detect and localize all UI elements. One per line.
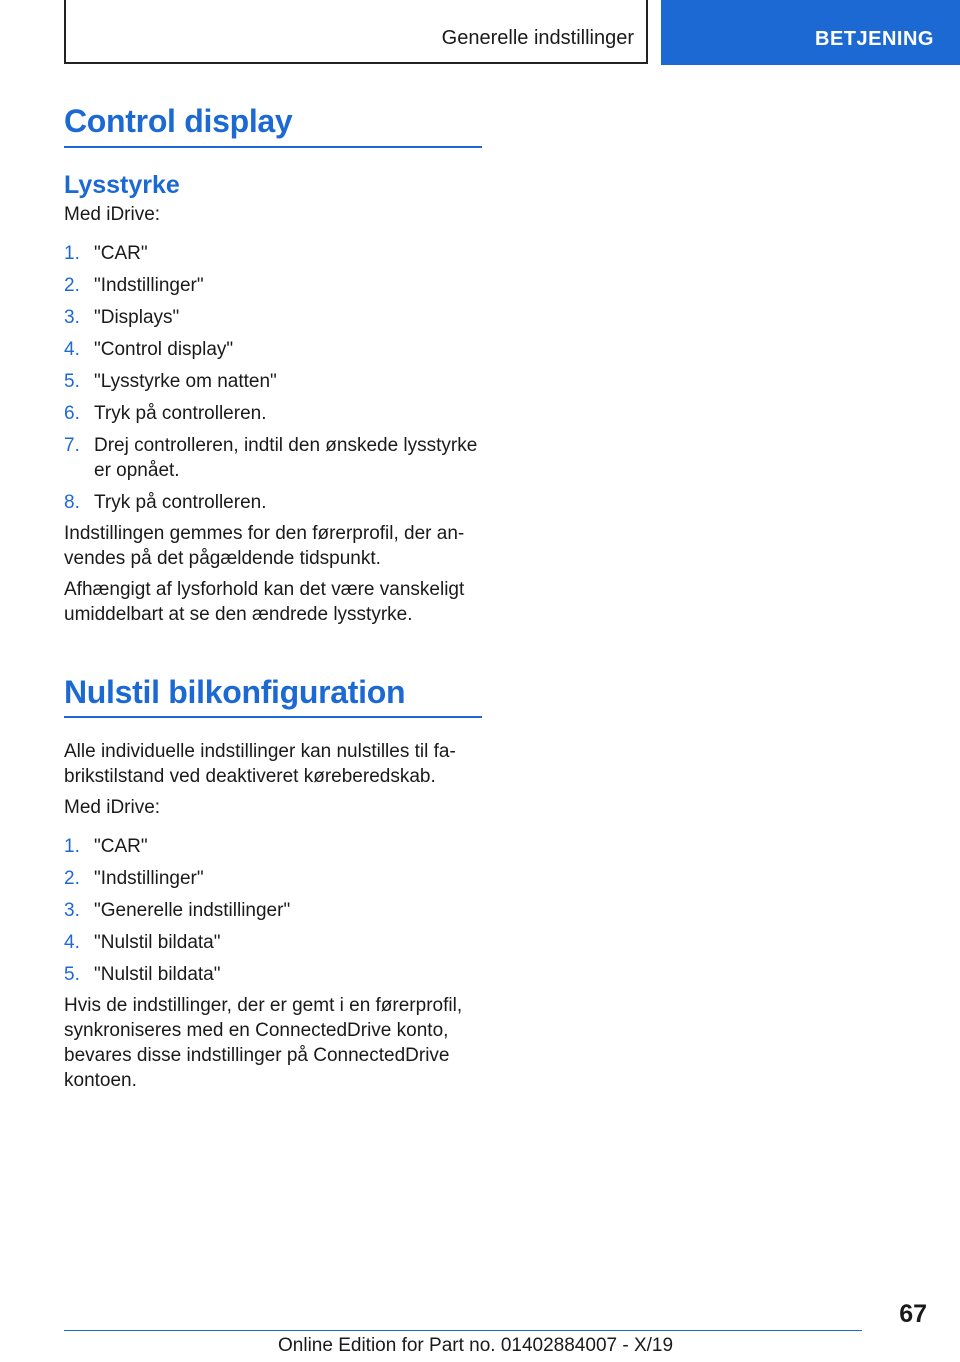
list-item-text: "Displays" [94, 307, 180, 328]
list-item [64, 866, 482, 891]
list-item [64, 401, 482, 426]
list-item-number: 3. [64, 307, 80, 328]
list-item-text: "Nulstil bildata" [94, 964, 221, 985]
list-item-text: Tryk på controlleren. [94, 492, 267, 513]
list-item [64, 930, 482, 955]
list-item-text: "Nulstil bildata" [94, 932, 221, 953]
list-item-text: "Indstillinger" [94, 275, 204, 296]
reset-title: Nulstil bilkonfiguration [64, 674, 406, 710]
list-item-text: "CAR" [94, 243, 148, 264]
list-item-number: 5. [64, 371, 80, 392]
list-item [64, 433, 482, 483]
list-item-number: 7. [64, 435, 80, 456]
list-item-number: 1. [64, 836, 80, 857]
list-item-number: 4. [64, 339, 80, 360]
list-item-number: 6. [64, 403, 80, 424]
list-item [64, 962, 482, 987]
list-item-number: 5. [64, 964, 80, 985]
list-item [64, 898, 482, 923]
list-item [64, 490, 482, 515]
header-section-title: Generelle indstillinger [441, 27, 634, 49]
lysstyrke-heading: Lysstyrke [64, 171, 180, 199]
list-item [64, 834, 482, 859]
reset-note: Hvis de indstillinger, der er gemt i en førerprofil, synkroniseres med en ConnectedDrive konto, bevares disse indstillinger på ConnectedDrive kontoen. [64, 995, 463, 1091]
reset-section [64, 674, 482, 1093]
list-item-text: "Lysstyrke om natten" [94, 371, 277, 392]
list-item-number: 8. [64, 492, 80, 513]
list-item-number: 4. [64, 932, 80, 953]
list-item-number: 2. [64, 868, 80, 889]
list-item-text: "Indstillinger" [94, 868, 204, 889]
list-item-text: Drej controlleren, indtil den ønskede lysstyrke er opnået. [94, 435, 478, 481]
title-rule [64, 146, 482, 148]
header-frame [64, 0, 648, 64]
list-item [64, 337, 482, 362]
list-item-number: 2. [64, 275, 80, 296]
lysstyrke-note-2: Afhængigt af lysforhold kan det være vanskeligt umiddelbart at se den ændrede lysstyrke. [64, 579, 465, 625]
list-item [64, 305, 482, 330]
list-item [64, 369, 482, 394]
list-item [64, 273, 482, 298]
footer-rule [64, 1330, 862, 1331]
header-chapter-label: BETJENING [815, 28, 934, 50]
list-item [64, 241, 482, 266]
reset-intro: Alle individuelle indstillinger kan nulstilles til fabrikstilstand ved deaktiveret køreberedskab. [64, 741, 456, 787]
list-item-number: 1. [64, 243, 80, 264]
reset-title-rule [64, 716, 482, 718]
footer-edition: Online Edition for Part no. 01402884007 - X/19 [278, 1335, 674, 1356]
reset-lead: Med iDrive: [64, 797, 161, 818]
reset-steps [64, 834, 482, 987]
list-item-number: 3. [64, 900, 80, 921]
lysstyrke-steps [64, 241, 482, 515]
list-item-text: Tryk på controlleren. [94, 403, 267, 424]
header-chapter-tab[interactable] [661, 0, 960, 65]
list-item-text: "CAR" [94, 836, 148, 857]
list-item-text: "Generelle indstillinger" [94, 900, 291, 921]
control-display-title: Control display [64, 103, 293, 139]
control-display-section [64, 103, 482, 627]
list-item-text: "Control display" [94, 339, 234, 360]
page-number: 67 [899, 1300, 927, 1328]
lysstyrke-note-1: Indstillingen gemmes for den førerprofil, der anvendes på det pågældende tidspunkt. [64, 523, 465, 569]
lysstyrke-intro: Med iDrive: [64, 204, 161, 225]
